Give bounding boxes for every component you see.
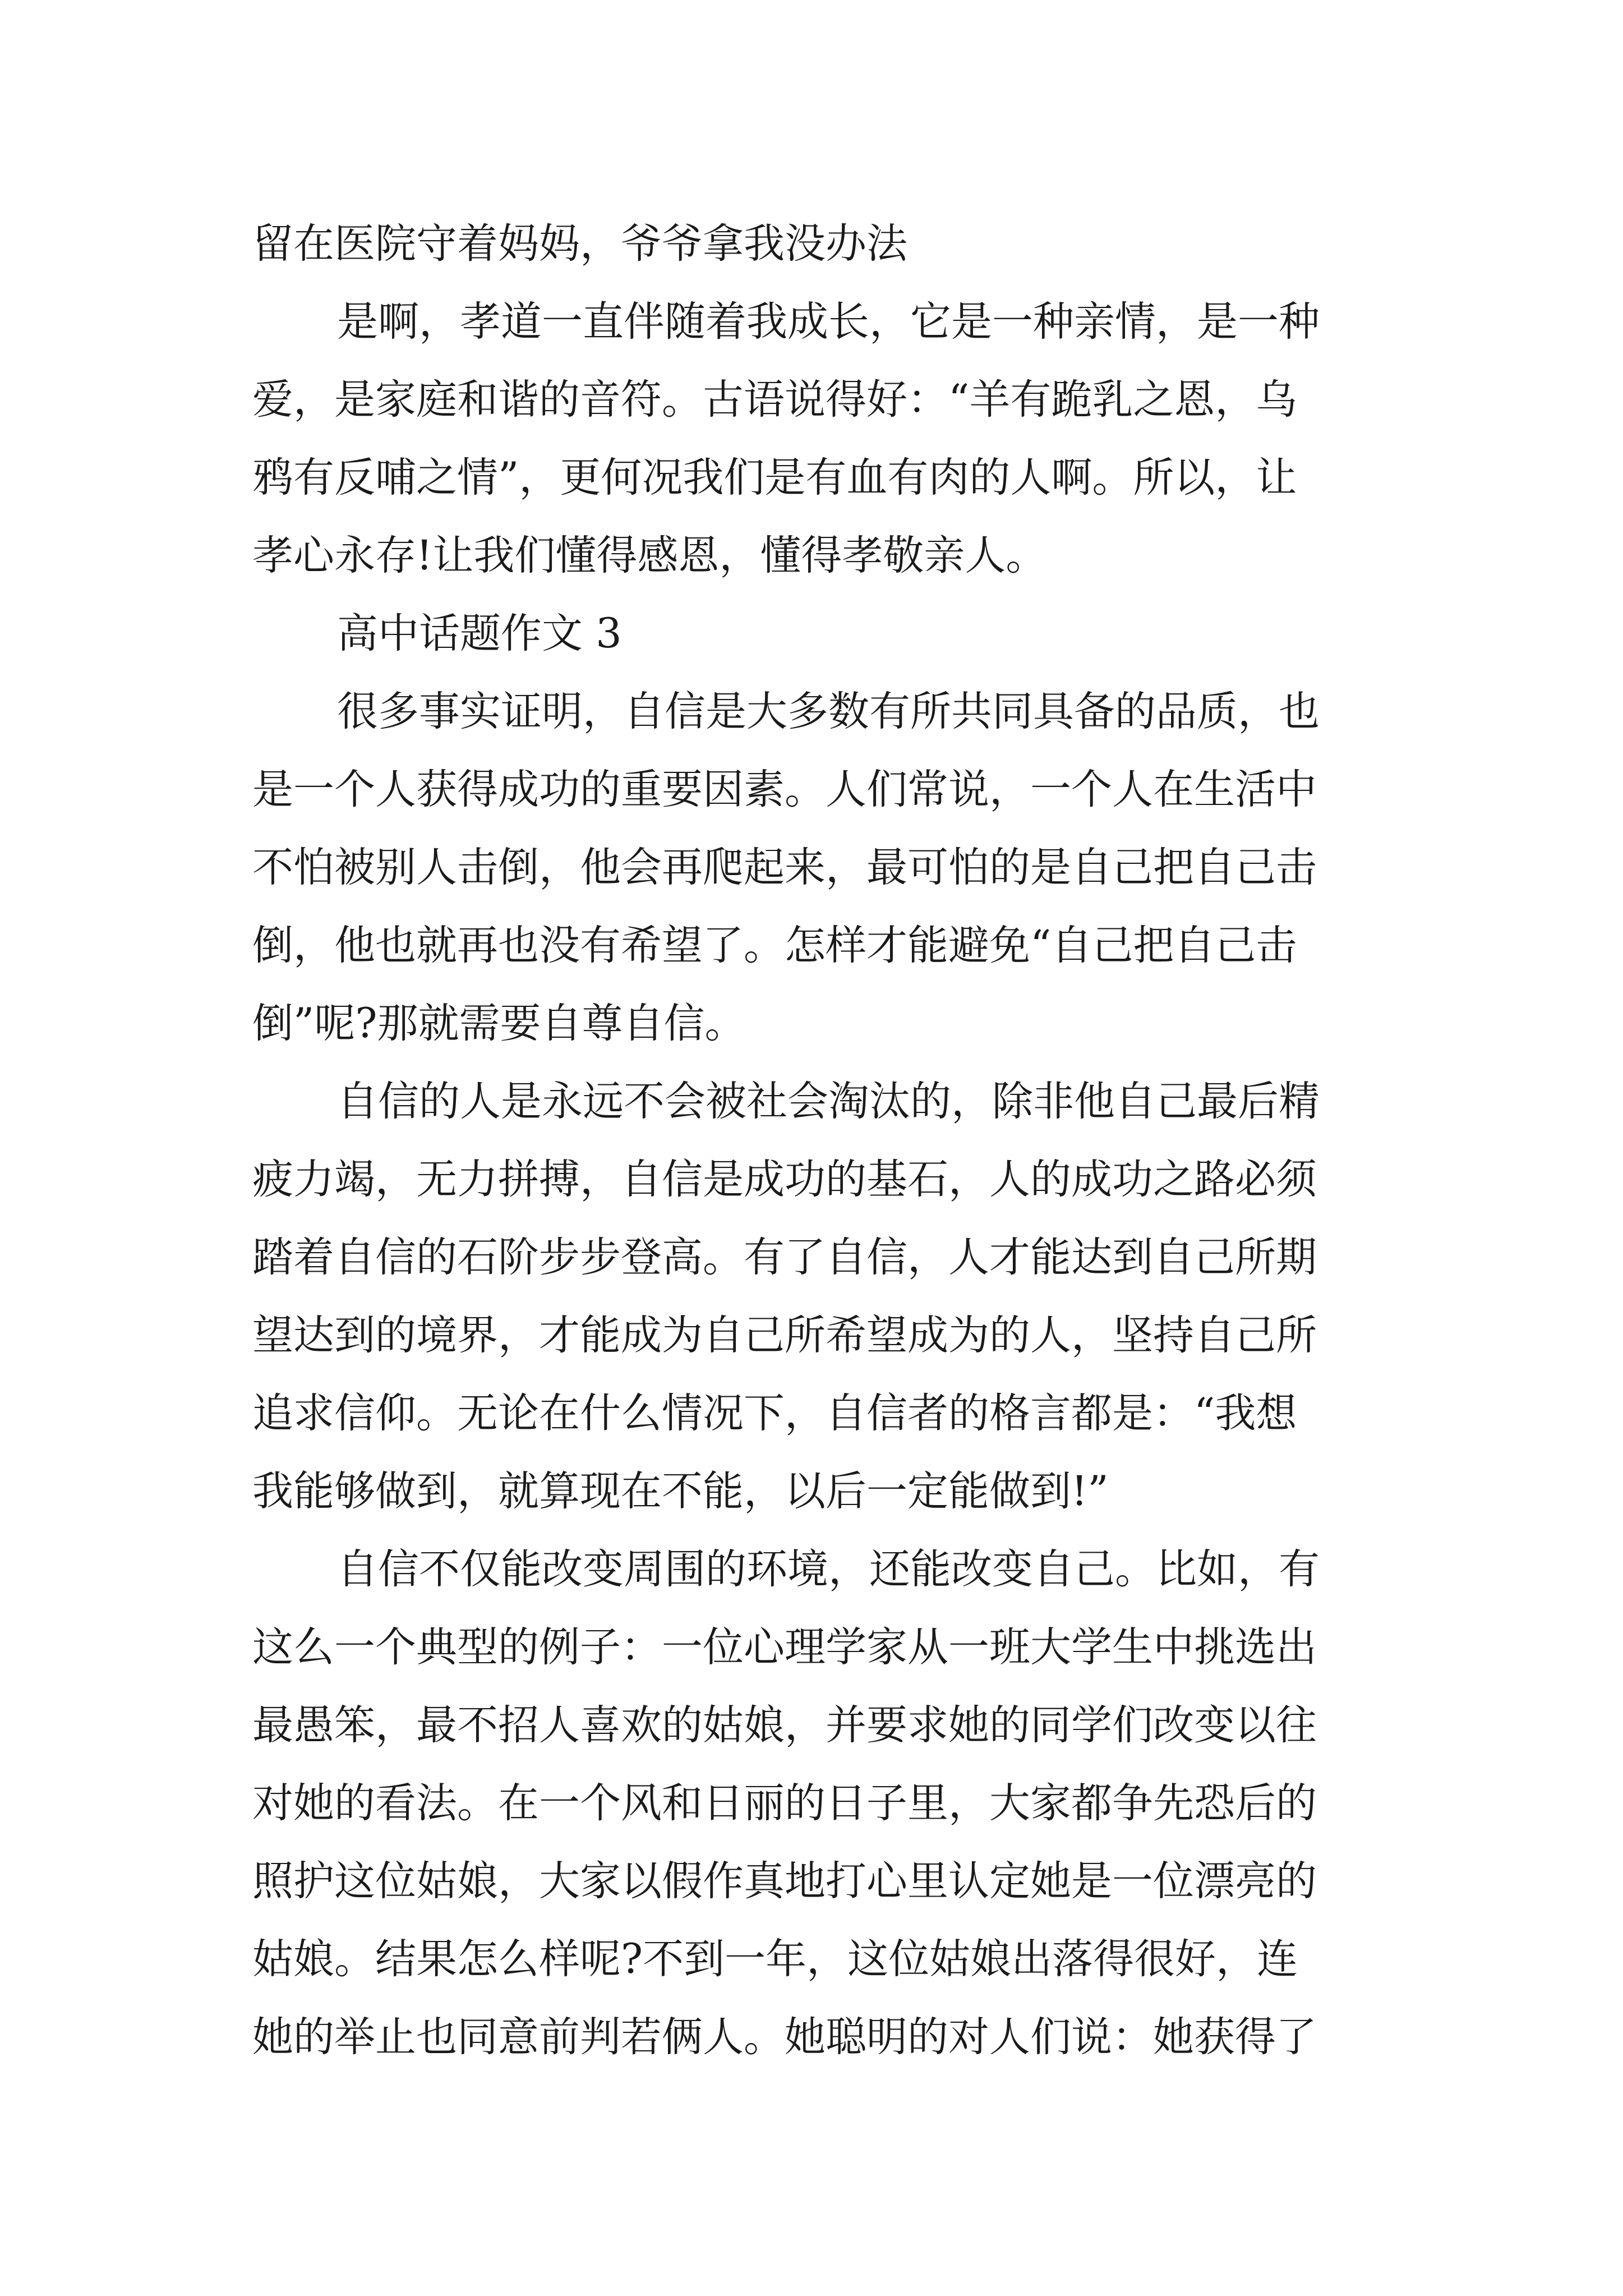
paragraph-first-line: 是啊，孝道一直伴随着我成长，它是一种亲情，是一种	[337, 298, 1320, 346]
text-line: 踏着自信的石阶步步登高。有了自信，人才能达到自己所期	[252, 1234, 1317, 1281]
text-line: 是一个人获得成功的重要因素。人们常说，一个人在生活中	[252, 766, 1317, 813]
text-line: 这么一个典型的例子：一位心理学家从一班大学生中挑选出	[252, 1623, 1317, 1671]
text-line: 鸦有反哺之情”，更何况我们是有血有肉的人啊。所以，让	[252, 454, 1297, 501]
text-line: 孝心永存!让我们懂得感恩，懂得孝敬亲人。	[252, 532, 1047, 579]
section-heading: 高中话题作文 3	[337, 610, 622, 657]
text-line: 留在医院守着妈妈，爷爷拿我没办法	[252, 220, 907, 268]
text-line: 倒，他也就再也没有希望了。怎样才能避免“自己把自己击	[252, 922, 1297, 969]
text-line: 姑娘。结果怎么样呢?不到一年，这位姑娘出落得很好，连	[252, 1935, 1298, 1983]
text-line: 爱，是家庭和谐的音符。古语说得好：“羊有跪乳之恩，乌	[252, 376, 1297, 424]
text-line: 疲力竭，无力拼搏，自信是成功的基石，人的成功之路必须	[252, 1156, 1317, 1203]
text-line: 对她的看法。在一个风和日丽的日子里，大家都争先恐后的	[252, 1779, 1317, 1827]
text-line: 我能够做到，就算现在不能，以后一定能做到!”	[252, 1467, 1109, 1515]
text-line: 不怕被别人击倒，他会再爬起来，最可怕的是自己把自己击	[252, 844, 1317, 891]
text-line: 照护这位姑娘，大家以假作真地打心里认定她是一位漂亮的	[252, 1857, 1317, 1905]
text-line: 追求信仰。无论在什么情况下，自信者的格言都是：“我想	[252, 1389, 1297, 1437]
text-line: 望达到的境界，才能成为自己所希望成为的人，坚持自己所	[252, 1312, 1317, 1359]
paragraph-first-line: 自信的人是永远不会被社会淘汰的，除非他自己最后精	[337, 1078, 1320, 1125]
text-line: 她的举止也同意前判若俩人。她聪明的对人们说：她获得了	[252, 2013, 1317, 2061]
paragraph-first-line: 自信不仅能改变周围的环境，还能改变自己。比如，有	[337, 1545, 1320, 1593]
document-body	[252, 205, 1374, 2076]
text-line: 倒”呢?那就需要自尊自信。	[252, 1000, 746, 1047]
paragraph-first-line: 很多事实证明，自信是大多数有所共同具备的品质，也	[337, 688, 1320, 735]
text-line: 最愚笨，最不招人喜欢的姑娘，并要求她的同学们改变以往	[252, 1701, 1317, 1749]
